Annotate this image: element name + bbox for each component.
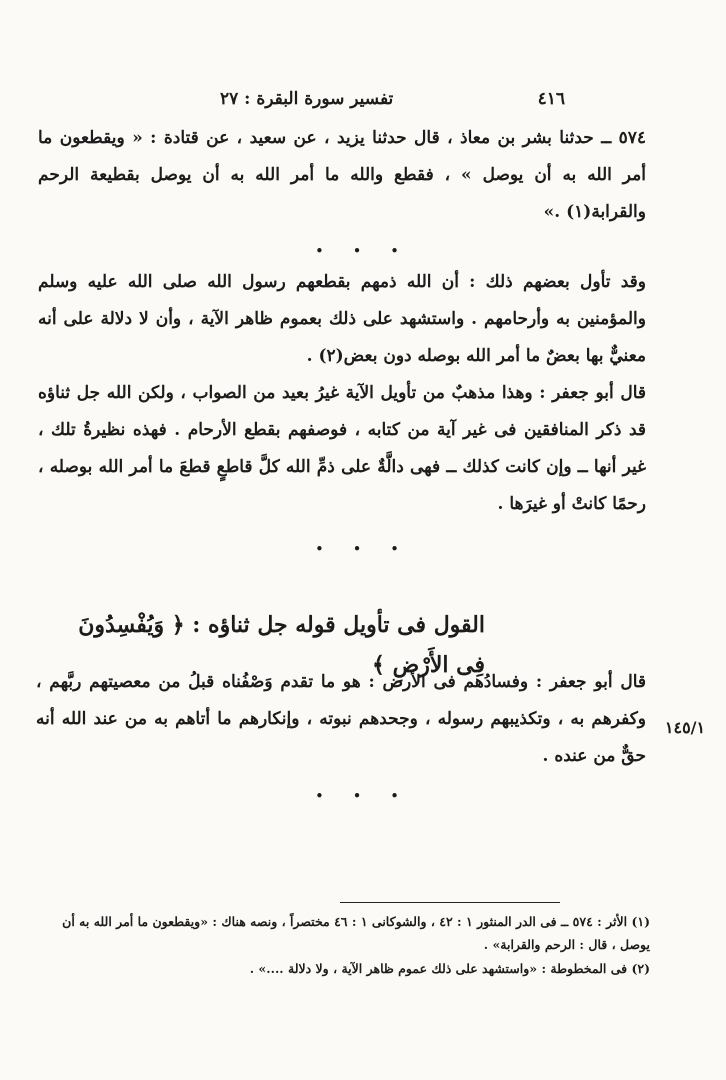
page-number: ٤١٦ <box>537 89 565 109</box>
paragraph-corruption: قال أبو جعفر : وفسادُهم فى الأرض : هو ما تقدم وَصْفُناه قبلُ من معصيتهم ربَّهم ، وكفرهم به ، وتكذيبهم رسوله ، وجحدهم نبوته ، وإنكارهم ما أتاهم به من عند الله أنه حقٌّ من عنده . <box>36 672 646 766</box>
section-heading: القول فى تأويل قوله جل ثناؤه : ﴿ وَيُفْسِدُونَ فِى الأَرْضِ ﴾ <box>78 612 485 678</box>
footnote-1: (١) الأثر : ٥٧٤ ــ فى الدر المنثور ١ : ٤٢ ، والشوكانى ١ : ٤٦ مختصراً ، ونصه هناك : «ويقطعون ما أمر الله به أن يوصل ، قال : الرحم والقرابة» . <box>62 914 650 952</box>
footnote-divider <box>340 902 560 903</box>
paragraph-interpretation: وقد تأول بعضهم ذلك : أن الله ذمهم بقطعهم رسول الله صلى الله عليه وسلم والمؤمنين به وأرحامهم . واستشهد على ذلك بعموم ظاهر الآية ، وأن لا دلالة على أنه معنيٌّ بها بعضٌ ما أمر الله بوصله دون بعض(٢) . <box>38 272 646 366</box>
page-header <box>220 84 565 114</box>
section-separator: • • • <box>314 540 412 558</box>
paragraph-abu-jafar-comment: قال أبو جعفر : وهذا مذهبٌ من تأويل الآية غيرُ بعيد من الصواب ، ولكن الله جل ثناؤه قد ذكر المنافقين فى غير آية من كتابه ، فوصفهم بقطع الأرحام . فهذه نظيرةُ تلك ، غير أنها ــ وإن كانت كذلك ــ فهى دالَّةٌ على ذمِّ الله كلَّ قاطعٍ قطعَ ما أمر الله بوصله ، رحمًا كانتْ أو غيرَها . <box>38 383 646 514</box>
margin-reference: ١٤٥/١ <box>664 718 706 737</box>
paragraph-athar-574: ٥٧٤ ــ حدثنا بشر بن معاذ ، قال حدثنا يزيد ، عن سعيد ، عن قتادة : « ويقطعون ما أمر الله به أن يوصل » ، فقطع والله ما أمر الله به أن يوصل بقطيعة الرحم والقرابة(١) .» <box>38 128 647 222</box>
section-separator: • • • <box>314 242 412 260</box>
running-title: تفسير سورة البقرة : ٢٧ <box>220 89 394 109</box>
section-separator: • • • <box>314 787 412 805</box>
footnote-2: (٢) فى المخطوطة : «واستشهد على ذلك عموم ظاهر الآية ، ولا دلالة ....» . <box>249 961 650 976</box>
